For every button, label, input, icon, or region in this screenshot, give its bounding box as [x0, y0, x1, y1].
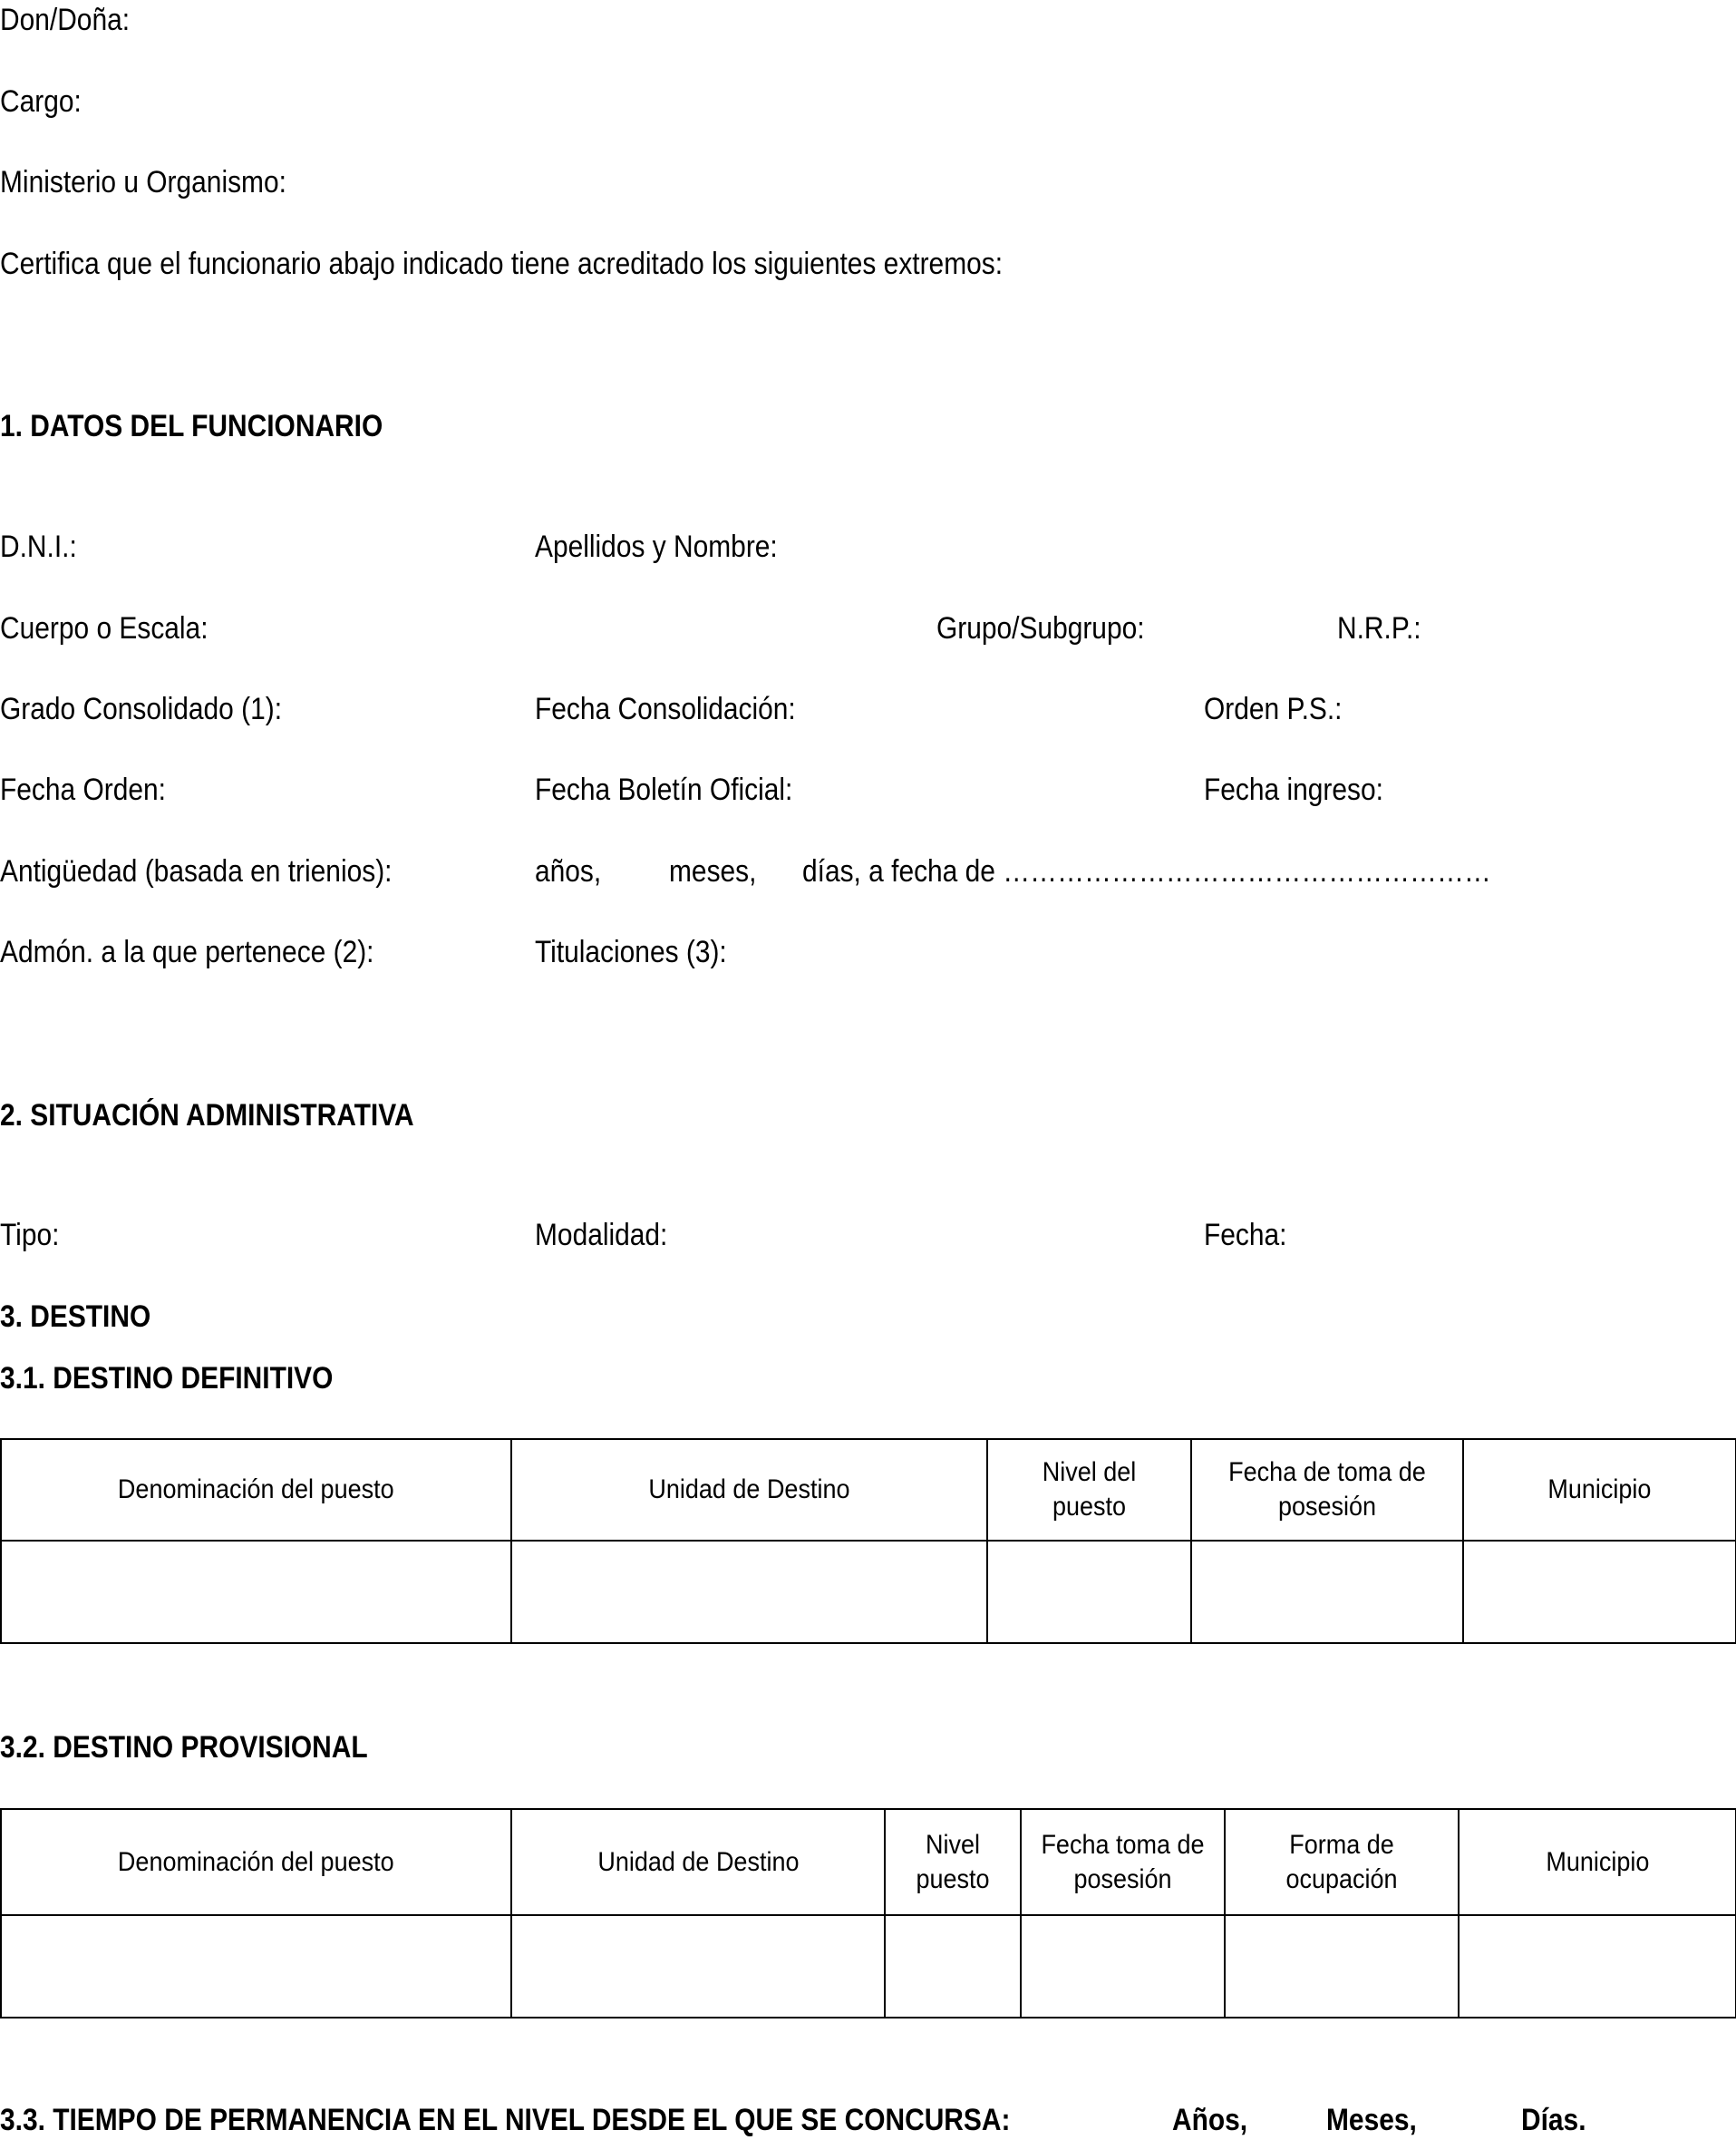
table-row [1, 1541, 1736, 1643]
table-cell[interactable] [1225, 1915, 1459, 2018]
destino-provisional-table [0, 1808, 1736, 2018]
header-cell-forma-ocupacion: Forma de ocupación [1225, 1809, 1459, 1915]
section-3-1-title: 3.1. DESTINO DEFINITIVO [0, 1361, 334, 1396]
destino-definitivo-table [0, 1438, 1736, 1644]
modalidad-label: Modalidad: [535, 1218, 668, 1252]
table-cell[interactable] [1, 1541, 511, 1643]
antiguedad-label: Antigüedad (basada en trienios): [0, 854, 393, 889]
header-cell-fecha-toma: Fecha de toma de posesión [1191, 1439, 1463, 1541]
ministerio-label: Ministerio u Organismo: [0, 165, 286, 199]
dias-fecha-label: días, a fecha de ……………………………………………… [802, 854, 1491, 889]
table-cell[interactable] [1, 1915, 511, 2018]
fecha-orden-label: Fecha Orden: [0, 773, 166, 807]
header-cell-nivel: Nivel puesto [885, 1809, 1021, 1915]
permanencia-anos-label: Años, [1172, 2103, 1248, 2137]
cuerpo-label: Cuerpo o Escala: [0, 611, 209, 646]
permanencia-dias-label: Días. [1521, 2103, 1586, 2137]
nrp-label: N.R.P.: [1337, 611, 1421, 646]
table-cell[interactable] [1021, 1915, 1225, 2018]
fecha-label: Fecha: [1204, 1218, 1287, 1252]
table-header-row [1, 1439, 1736, 1541]
section-2-title: 2. SITUACIÓN ADMINISTRATIVA [0, 1098, 414, 1133]
section-1-title: 1. DATOS DEL FUNCIONARIO [0, 409, 383, 443]
anos-label: años, [535, 854, 602, 889]
table-cell[interactable] [511, 1915, 885, 2018]
fecha-boletin-label: Fecha Boletín Oficial: [535, 773, 793, 807]
section-3-2-title: 3.2. DESTINO PROVISIONAL [0, 1730, 368, 1765]
section-3-title: 3. DESTINO [0, 1299, 151, 1334]
permanencia-meses-label: Meses, [1326, 2103, 1417, 2137]
grupo-label: Grupo/Subgrupo: [936, 611, 1145, 646]
table-row [1, 1915, 1736, 2018]
table-cell[interactable] [1191, 1541, 1463, 1643]
admon-label: Admón. a la que pertenece (2): [0, 935, 374, 969]
permanencia-label: 3.3. TIEMPO DE PERMANENCIA EN EL NIVEL DESDE EL QUE SE CONCURSA: [0, 2103, 1011, 2137]
grado-label: Grado Consolidado (1): [0, 692, 283, 726]
table-header-row [1, 1809, 1736, 1915]
header-cell-fecha-toma: Fecha toma de posesión [1021, 1809, 1225, 1915]
cargo-label: Cargo: [0, 84, 82, 119]
dni-label: D.N.I.: [0, 530, 77, 564]
fecha-consolidacion-label: Fecha Consolidación: [535, 692, 796, 726]
header-cell-unidad: Unidad de Destino [511, 1809, 885, 1915]
titulaciones-label: Titulaciones (3): [535, 935, 727, 969]
table-cell[interactable] [1463, 1541, 1736, 1643]
table-cell[interactable] [511, 1541, 987, 1643]
header-cell-denominacion: Denominación del puesto [1, 1809, 511, 1915]
don-dona-label: Don/Doña: [0, 3, 131, 37]
header-cell-unidad: Unidad de Destino [511, 1439, 987, 1541]
table-cell[interactable] [885, 1915, 1021, 2018]
tipo-label: Tipo: [0, 1218, 60, 1252]
fecha-ingreso-label: Fecha ingreso: [1204, 773, 1383, 807]
table-cell[interactable] [1459, 1915, 1736, 2018]
header-cell-denominacion: Denominación del puesto [1, 1439, 511, 1541]
orden-ps-label: Orden P.S.: [1204, 692, 1343, 726]
header-cell-nivel: Nivel del puesto [987, 1439, 1191, 1541]
header-cell-municipio: Municipio [1459, 1809, 1736, 1915]
table-cell[interactable] [987, 1541, 1191, 1643]
apellidos-label: Apellidos y Nombre: [535, 530, 778, 564]
certifica-text: Certifica que el funcionario abajo indicado tiene acreditado los siguientes extremos: [0, 247, 1004, 281]
meses-label: meses, [669, 854, 757, 889]
header-cell-municipio: Municipio [1463, 1439, 1736, 1541]
